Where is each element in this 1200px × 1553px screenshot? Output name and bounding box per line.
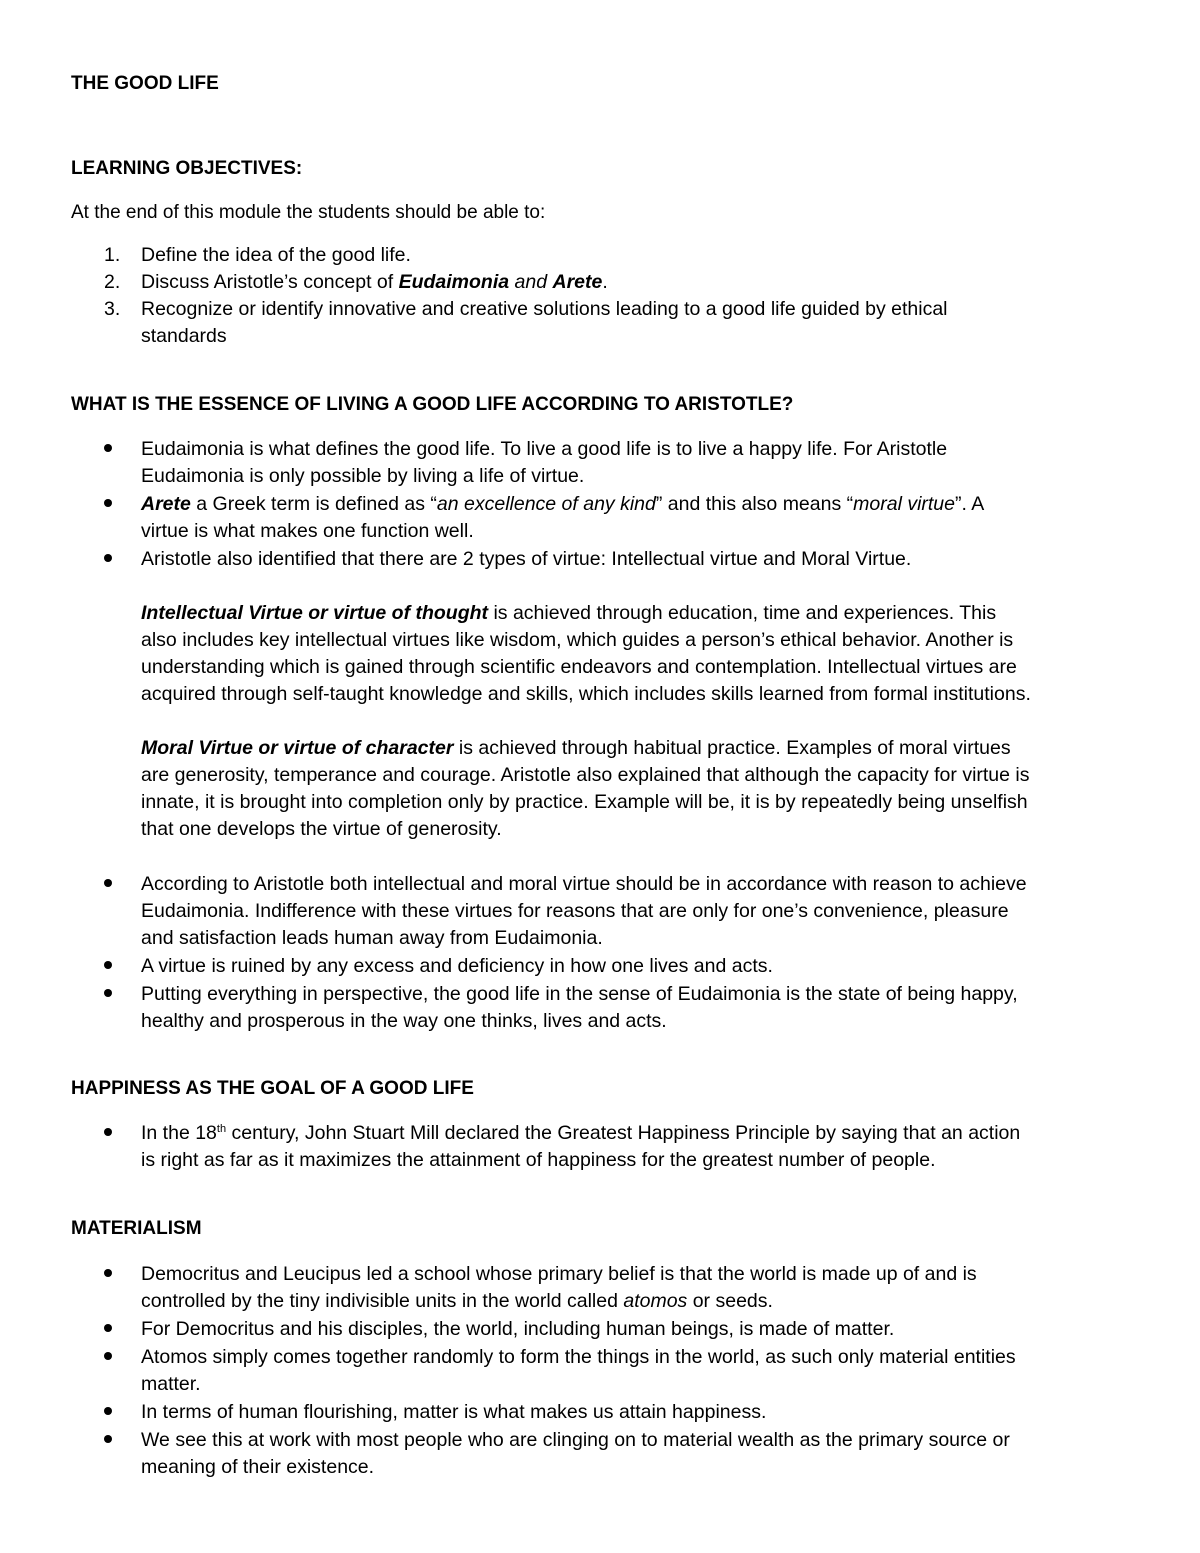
paragraph-line: understanding which is gained through scientific endeavors and contemplation. Intellectual virtues are <box>141 656 1017 678</box>
bullet-icon <box>104 989 112 997</box>
list-item: For Democritus and his disciples, the world, including human beings, is made of matter. <box>141 1318 895 1340</box>
list-number: 3. <box>104 298 121 320</box>
list-number: 2. <box>104 271 121 293</box>
bullet-icon <box>104 444 112 452</box>
list-item: In terms of human flourishing, matter is what makes us attain happiness. <box>141 1401 767 1423</box>
list-item: Atomos simply comes together randomly to form the things in the world, as such only material entities <box>141 1346 1016 1368</box>
list-item: Arete a Greek term is defined as “an excellence of any kind” and this also means “moral virtue”. A <box>141 493 985 515</box>
list-item: We see this at work with most people who are clinging on to material wealth as the primary source or <box>141 1429 1010 1451</box>
essence-heading: WHAT IS THE ESSENCE OF LIVING A GOOD LIFE ACCORDING TO ARISTOTLE? <box>71 394 794 415</box>
bullet-icon <box>104 1269 112 1277</box>
bullet-icon <box>104 1128 112 1136</box>
list-item-continued: Eudaimonia is only possible by living a life of virtue. <box>141 465 585 487</box>
learning-objectives-heading: LEARNING OBJECTIVES: <box>71 158 303 179</box>
list-item-continued: meaning of their existence. <box>141 1456 375 1478</box>
list-item-continued: and satisfaction leads human away from Eudaimonia. <box>141 927 603 949</box>
materialism-heading: MATERIALISM <box>71 1218 202 1239</box>
bullet-icon <box>104 879 112 887</box>
paragraph-line: are generosity, temperance and courage. Aristotle also explained that although the capacity for virtue is <box>141 764 1030 786</box>
happiness-heading: HAPPINESS AS THE GOAL OF A GOOD LIFE <box>71 1078 474 1099</box>
list-item: Aristotle also identified that there are 2 types of virtue: Intellectual virtue and Moral Virtue. <box>141 548 912 570</box>
list-item-continued: healthy and prosperous in the way one thinks, lives and acts. <box>141 1010 667 1032</box>
list-item: In the 18th century, John Stuart Mill declared the Greatest Happiness Principle by saying that an action <box>141 1122 1021 1144</box>
objective-item: Recognize or identify innovative and creative solutions leading to a good life guided by ethical <box>141 298 948 320</box>
list-item-continued: virtue is what makes one function well. <box>141 520 474 542</box>
objective-item: Discuss Aristotle’s concept of Eudaimonia and Arete. <box>141 271 608 293</box>
bullet-icon <box>104 1435 112 1443</box>
bullet-icon <box>104 1352 112 1360</box>
objectives-intro: At the end of this module the students should be able to: <box>71 202 546 223</box>
list-item-continued: Eudaimonia. Indifference with these virtues for reasons that are only for one’s convenience, pleasure <box>141 900 1009 922</box>
bullet-icon <box>104 1324 112 1332</box>
list-item: Democritus and Leucipus led a school whose primary belief is that the world is made up of and is <box>141 1263 977 1285</box>
list-item-continued: matter. <box>141 1373 201 1395</box>
bullet-icon <box>104 961 112 969</box>
list-item: Eudaimonia is what defines the good life. To live a good life is to live a happy life. For Aristotle <box>141 438 948 460</box>
list-number: 1. <box>104 244 121 266</box>
moral-virtue-paragraph: Moral Virtue or virtue of character is achieved through habitual practice. Examples of moral virtues <box>141 737 1011 759</box>
list-item-continued: controlled by the tiny indivisible units in the world called atomos or seeds. <box>141 1290 773 1312</box>
intellectual-virtue-paragraph: Intellectual Virtue or virtue of thought is achieved through education, time and experiences. This <box>141 602 997 624</box>
paragraph-line: innate, it is brought into completion only by practice. Example will be, it is by repeatedly being unselfish <box>141 791 1028 813</box>
bullet-icon <box>104 1407 112 1415</box>
list-item: According to Aristotle both intellectual and moral virtue should be in accordance with reason to achieve <box>141 873 1027 895</box>
bullet-icon <box>104 499 112 507</box>
paragraph-line: also includes key intellectual virtues like wisdom, which guides a person’s ethical behavior. Another is <box>141 629 1014 651</box>
paragraph-line: acquired through self-taught knowledge and skills, which includes skills learned from formal institutions. <box>141 683 1031 705</box>
objective-item: Define the idea of the good life. <box>141 244 411 266</box>
list-item-continued: is right as far as it maximizes the attainment of happiness for the greatest number of people. <box>141 1149 936 1171</box>
bullet-icon <box>104 554 112 562</box>
document-title: THE GOOD LIFE <box>71 73 219 94</box>
objective-item-continued: standards <box>141 325 227 347</box>
list-item: Putting everything in perspective, the good life in the sense of Eudaimonia is the state of being happy, <box>141 983 1018 1005</box>
list-item: A virtue is ruined by any excess and deficiency in how one lives and acts. <box>141 955 773 977</box>
paragraph-line: that one develops the virtue of generosity. <box>141 818 502 840</box>
